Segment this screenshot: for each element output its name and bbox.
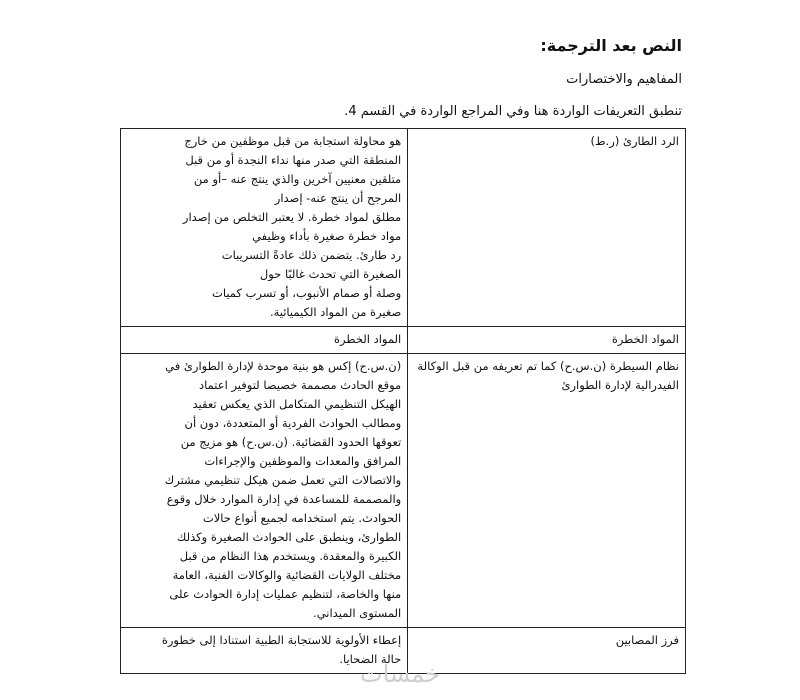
definition-line: منها والخاصة، لتنظيم عمليات إدارة الحوادث على [169,587,402,601]
term-cell: نظام السيطرة (ن.س.ح) كما تم تعريفه من قبل الوكالة الفيدرالية لإدارة الطوارئ [408,354,686,628]
definition-line: المواد الخطرة [334,332,402,346]
table-row [121,327,686,354]
definition-line: المنطقة التي صدر منها نداء النجدة أو من قبل [185,153,402,167]
definition-line: الحوادث. يتم استخدامه لجميع أنواع حالات [202,511,402,525]
definition-line: الطوارئ، وينطبق على الحوادث الصغيرة وكذلك [176,530,402,544]
definition-line: تعوقها الحدود القضائية. (ن.س.ح) هو مزيج من [180,435,402,449]
term-cell: الرد الطارئ (ر.ط) [408,129,686,327]
definition-line: الصغيرة التي تحدث غالبًا حول [259,267,402,281]
term-cell: المواد الخطرة [408,327,686,354]
table-row [121,129,686,327]
definition-line: المرافق والمعدات والموظفين والإجراءات [204,454,402,468]
term-cell: فرز المصابين [408,628,686,674]
definition-cell [121,129,408,327]
definition-line: مواد خطرة صغيرة بأداء وظيفي [252,229,402,243]
definition-cell [121,327,408,354]
definition-line: ومطالب الحوادث الفردية أو المتعددة، دون أن [184,416,402,430]
section-subtitle: المفاهيم والاختصارات [566,72,682,87]
definition-cell [121,354,408,628]
definition-line: والمصممة للمساعدة في إدارة الموارد خلال وقوع [166,492,402,506]
definition-line: (ن.س.ح) إكس هو بنية موحدة لإدارة الطوارئ في [165,359,402,373]
definition-line: متلقين معنيين آخرين والذي ينتج عنه –أو من [193,172,402,186]
definition-line: والاتصالات التي تعمل ضمن هيكل تنظيمي مشترك [164,473,402,487]
definition-line: الكبيرة والمعقدة. ويستخدم هذا النظام من قبل [179,549,402,563]
definition-line: حالة الضحايا. [339,652,402,666]
definition-line: المستوى الميداني. [313,606,402,620]
definition-line: المرجح أن ينتج عنه- إصدار [274,191,402,205]
definition-line: وصلة أو صمام الأنبوب، أو تسرب كميات [212,286,402,300]
definition-line: هو محاولة استجابة من قبل موظفين من خارج [184,134,402,148]
definitions-table [120,128,686,674]
definition-line: مختلف الولايات القضائية والوكالات الفنية، العامة [172,568,402,582]
definition-line: الهيكل التنظيمي المتكامل الذي يعكس تعقيد [192,397,402,411]
page-title: النص بعد الترجمة: [540,36,682,55]
definition-line: رد طارئ. يتضمن ذلك عادةً التسريبات [221,248,402,262]
watermark-logo: خمسات [359,660,441,688]
table-row [121,354,686,628]
definition-line: موقع الحادث مصممة خصيصا لتوفير اعتماد [198,378,402,392]
definition-line: إعطاء الأولوية للاستجابة الطبية استنادا إلى خطورة [161,633,402,647]
definition-line: مطلق لمواد خطرة. لا يعتبر التخلص من إصدار [182,210,402,224]
definition-line: صغيرة من المواد الكيميائية. [269,305,402,319]
intro-paragraph: تنطبق التعريفات الواردة هنا وفي المراجع الواردة في القسم 4. [344,104,682,119]
